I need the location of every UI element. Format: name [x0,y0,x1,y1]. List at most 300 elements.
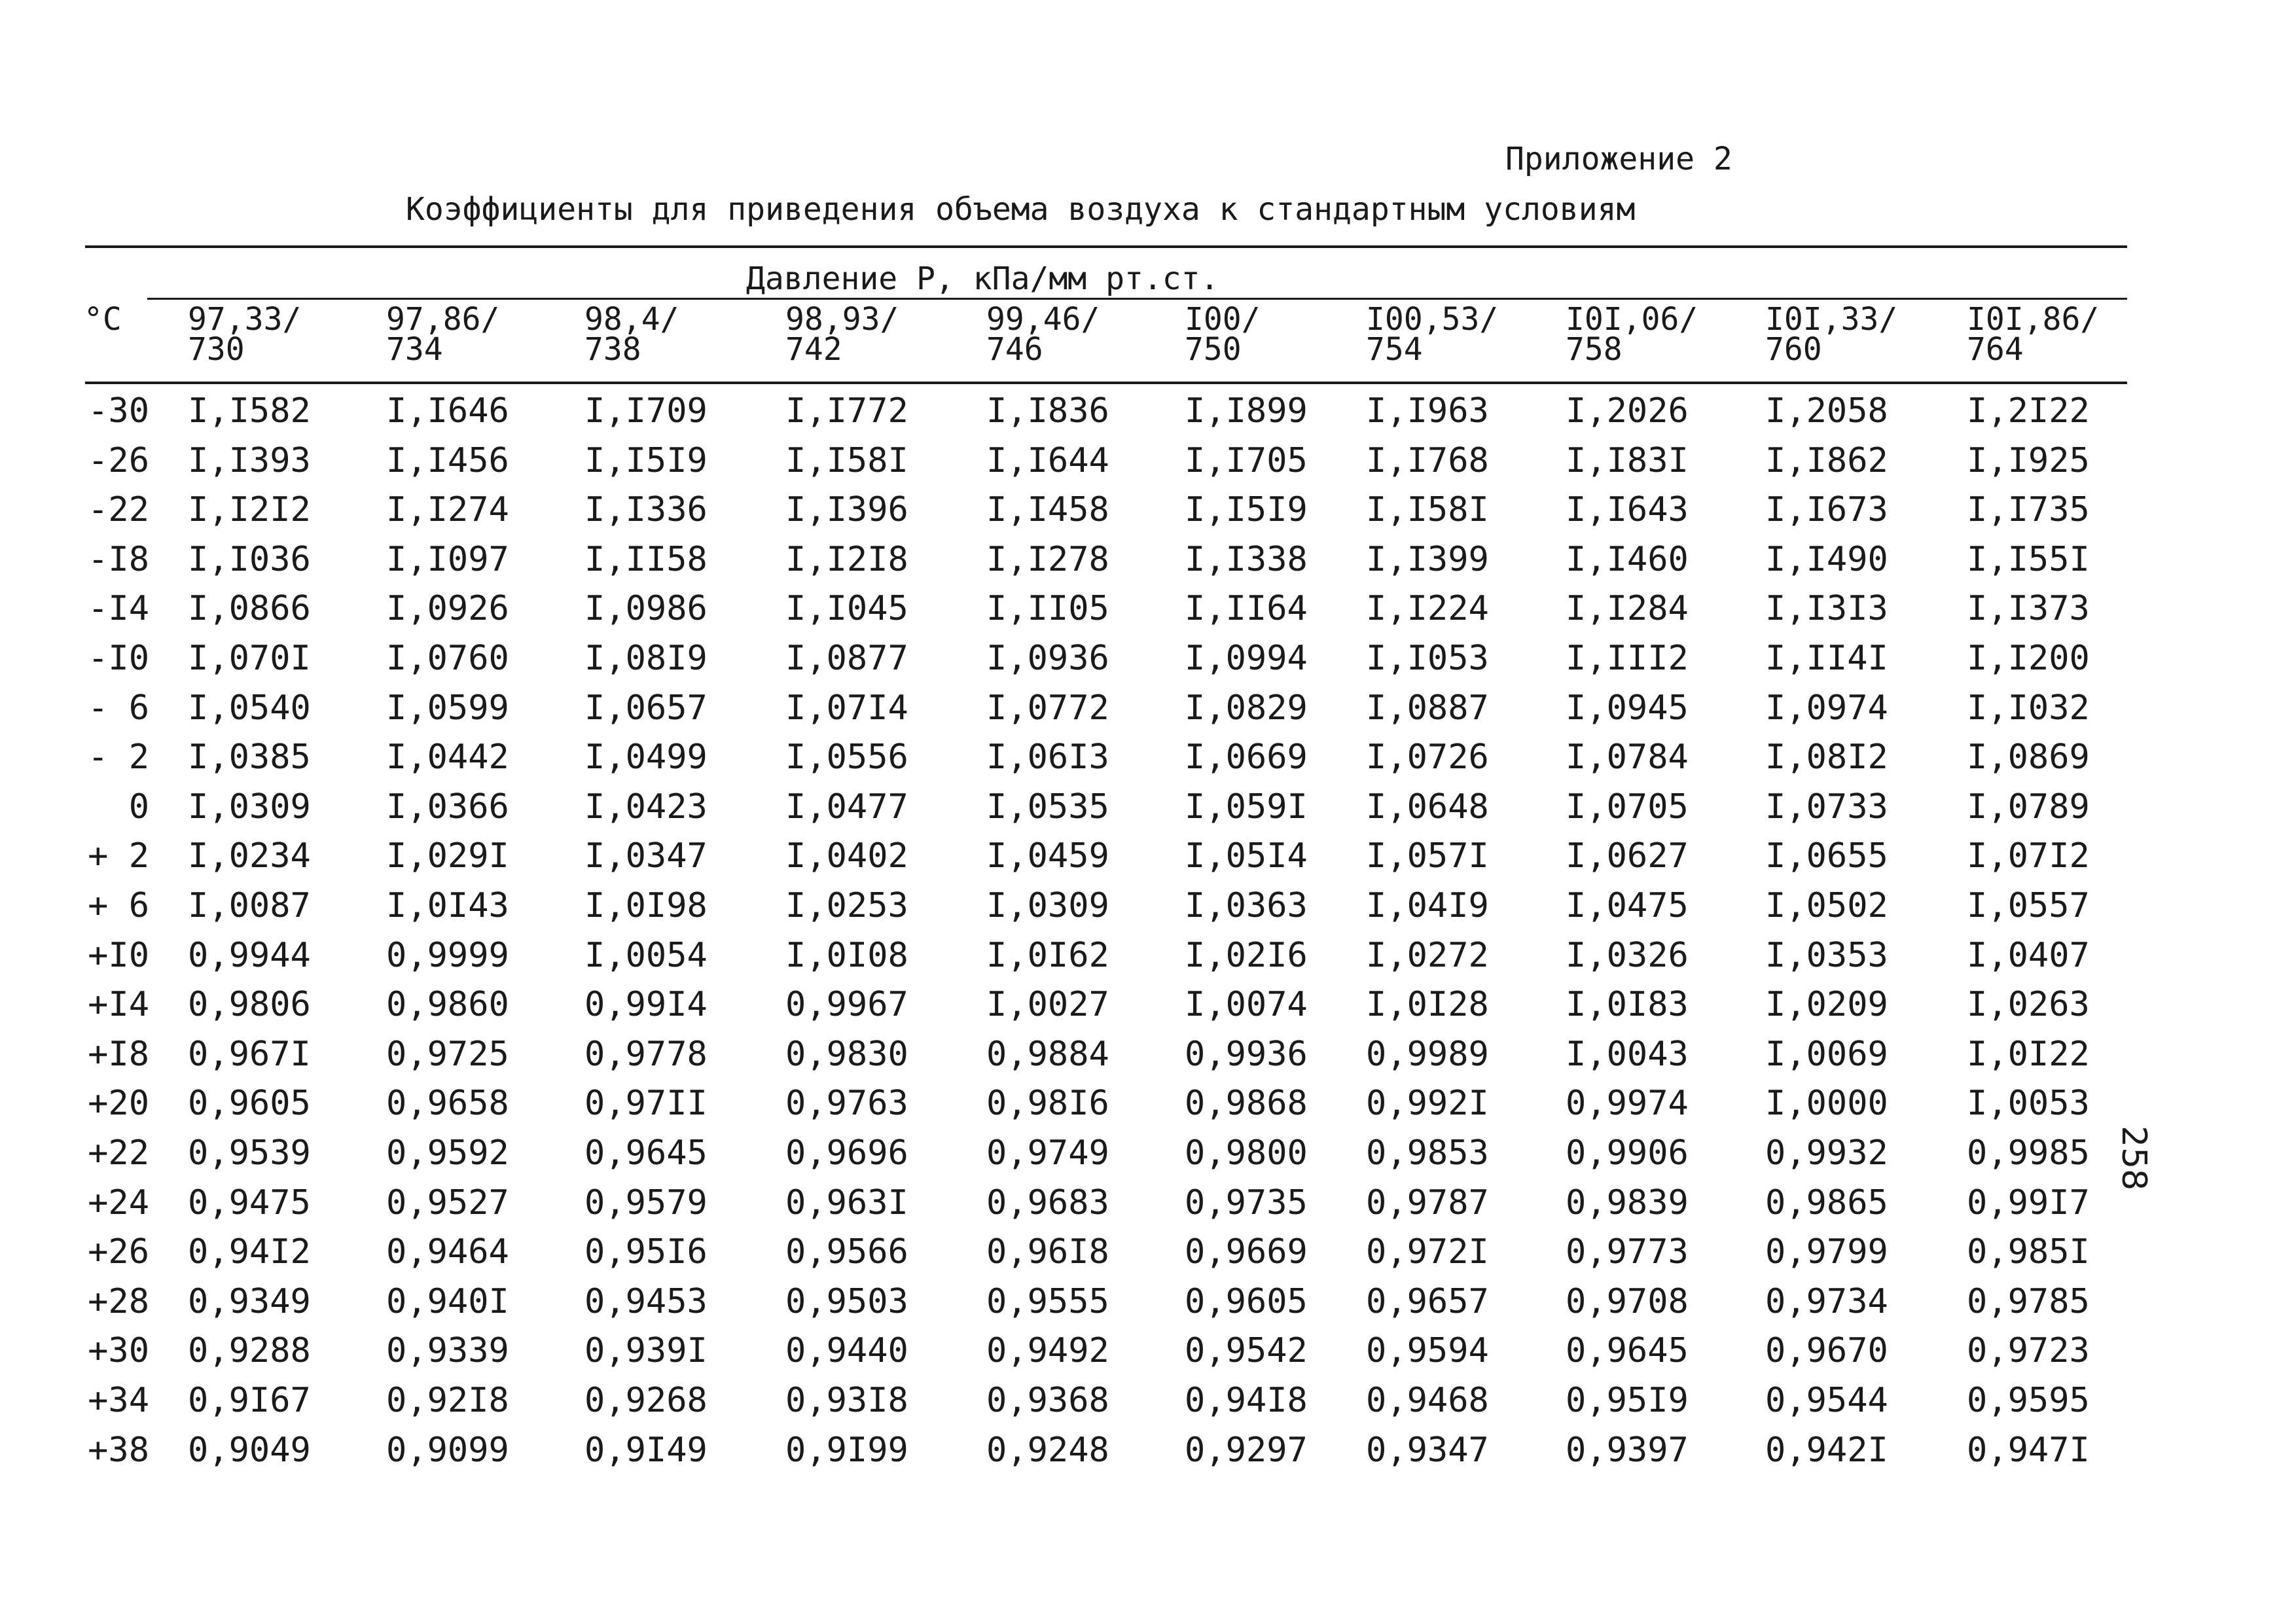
temperature-cell: -22 [88,490,149,530]
table-row [0,485,2160,535]
coefficient-cell: I,0054 [584,935,708,975]
coefficient-cell: 0,9542 [1185,1331,1308,1371]
coefficient-cell: I,I278 [986,539,1109,579]
coefficient-cell: I,I2I2 [188,490,311,530]
table-row [0,831,2160,881]
table-row [0,782,2160,832]
coefficient-cell: I,0866 [188,589,311,629]
coefficient-cell: I,059I [1185,787,1308,827]
coefficient-cell: 0,9657 [1366,1281,1489,1321]
coefficient-cell: I,0502 [1765,886,1888,925]
table-row [0,683,2160,733]
table-row [0,881,2160,931]
column-header-mm: 764 [1967,331,2024,368]
header-bottom-rule [85,382,2127,384]
temperature-cell: +26 [88,1232,149,1272]
coefficient-cell: 0,9785 [1967,1281,2090,1321]
coefficient-cell: 0,9778 [584,1034,708,1074]
coefficient-cell: 0,9297 [1185,1430,1308,1470]
coefficient-cell: I,0784 [1566,738,1689,777]
coefficient-cell: I,I373 [1967,589,2090,629]
coefficient-cell: 0,9763 [785,1084,908,1124]
coefficient-cell: 0,992I [1366,1084,1489,1124]
coefficient-cell: I,04I9 [1366,886,1489,925]
coefficient-cell: 0,9544 [1765,1381,1888,1420]
table-row [0,386,2160,436]
coefficient-cell: I,0423 [584,787,708,827]
coefficient-cell: 0,9349 [188,1281,311,1321]
coefficient-cell: I,0I62 [986,935,1109,975]
coefficient-cell: 0,9464 [386,1232,509,1272]
temperature-cell: 0 [128,787,149,827]
coefficient-cell: 0,9475 [188,1183,311,1222]
coefficient-cell: I,0402 [785,836,908,876]
coefficient-cell: 0,9I99 [785,1430,908,1470]
coefficient-cell: I,2I22 [1967,391,2090,431]
coefficient-cell: I,I925 [1967,440,2090,480]
coefficient-cell: I,I963 [1366,391,1489,431]
coefficient-cell: 0,9645 [584,1133,708,1173]
coefficient-cell: I,0027 [986,985,1109,1025]
coefficient-cell: I,0I28 [1366,985,1489,1025]
coefficient-cell: 0,9594 [1366,1331,1489,1371]
column-header-kpa: 98,93/ [785,301,899,338]
coefficient-cell: I,I053 [1366,639,1489,678]
table-row [0,1277,2160,1327]
coefficient-cell: I,0I22 [1967,1034,2090,1074]
coefficient-cell: I,I705 [1185,440,1308,480]
coefficient-cell: 0,9932 [1765,1133,1888,1173]
coefficient-cell: I,I735 [1967,490,2090,530]
column-header-kpa: I0I,33/ [1765,301,1898,338]
coefficient-cell: 0,963I [785,1183,908,1222]
temperature-cell: -I0 [88,639,149,678]
coefficient-cell: 0,9830 [785,1034,908,1074]
coefficient-cell: I,0442 [386,738,509,777]
coefficient-cell: 0,99I4 [584,985,708,1025]
coefficient-cell: I,0074 [1185,985,1308,1025]
coefficient-cell: 0,972I [1366,1232,1489,1272]
coefficient-cell: I,2026 [1566,391,1689,431]
coefficient-cell: I,0557 [1967,886,2090,925]
coefficient-cell: I,I2I8 [785,539,908,579]
coefficient-cell: I,I644 [986,440,1109,480]
coefficient-cell: I,0363 [1185,886,1308,925]
coefficient-cell: I,I646 [386,391,509,431]
coefficient-cell: I,0877 [785,639,908,678]
temperature-cell: +I4 [88,985,149,1025]
temperature-cell: - 6 [88,688,149,728]
column-header [986,301,1100,368]
coefficient-cell: I,I458 [986,490,1109,530]
coefficient-cell: 0,9555 [986,1281,1109,1321]
coefficient-cell: 0,9670 [1765,1331,1888,1371]
coefficient-cell: I,0209 [1765,985,1888,1025]
coefficient-cell: I,I772 [785,391,908,431]
coefficient-cell: I,0994 [1185,639,1308,678]
coefficient-cell: 0,947I [1967,1430,2090,1470]
coefficient-cell: 0,9860 [386,985,509,1025]
coefficient-cell: 0,9799 [1765,1232,1888,1272]
coefficient-cell: I,0253 [785,886,908,925]
coefficient-cell: I,0789 [1967,787,2090,827]
appendix-label: Приложение 2 [1505,141,1732,177]
coefficient-cell: I,0043 [1566,1034,1689,1074]
coefficient-cell: I,0069 [1765,1034,1888,1074]
column-header-mm: 742 [785,331,842,368]
coefficient-cell: I,I456 [386,440,509,480]
coefficient-cell: 0,97II [584,1084,708,1124]
coefficient-cell: 0,9605 [188,1084,311,1124]
coefficient-cell: 0,9800 [1185,1133,1308,1173]
coefficient-cell: 0,9967 [785,985,908,1025]
column-header-kpa: 97,33/ [188,301,302,338]
table-row [0,931,2160,980]
column-header [1765,301,1898,368]
coefficient-cell: 0,9248 [986,1430,1109,1470]
coefficient-cell: I,0556 [785,738,908,777]
coefficient-cell: I,I5I9 [1185,490,1308,530]
coefficient-cell: I,06I3 [986,738,1109,777]
coefficient-cell: I,0263 [1967,985,2090,1025]
coefficient-cell: 0,9595 [1967,1381,2090,1420]
coefficient-cell: I,I582 [188,391,311,431]
coefficient-cell: 0,9944 [188,935,311,975]
coefficient-cell: 0,95I6 [584,1232,708,1272]
column-header [188,301,302,368]
column-header-kpa: 97,86/ [386,301,500,338]
coefficient-cell: 0,9453 [584,1281,708,1321]
coefficient-cell: 0,95I9 [1566,1381,1689,1420]
column-header [386,301,500,368]
coefficient-cell: I,I224 [1366,589,1489,629]
coefficient-cell: I,I643 [1566,490,1689,530]
coefficient-cell: 0,9566 [785,1232,908,1272]
coefficient-cell: I,0733 [1765,787,1888,827]
coefficient-cell: 0,9696 [785,1133,908,1173]
coefficient-cell: I,0272 [1366,935,1489,975]
coefficient-cell: I,0669 [1185,738,1308,777]
column-header-mm: 730 [188,331,245,368]
coefficient-cell: I,III2 [1566,639,1689,678]
coefficient-cell: I,0309 [986,886,1109,925]
temperature-cell: - 2 [88,738,149,777]
coefficient-cell: 0,9579 [584,1183,708,1222]
coefficient-cell: I,0599 [386,688,509,728]
column-header-mm: 746 [986,331,1043,368]
coefficient-cell: I,02I6 [1185,935,1308,975]
coefficient-cell: I,I032 [1967,688,2090,728]
coefficient-cell: 0,9725 [386,1034,509,1074]
coefficient-cell: 0,9906 [1566,1133,1689,1173]
table-title: Коэффициенты для приведения объема воздуха к стандартным условиям [406,191,1636,228]
coefficient-cell: I,0648 [1366,787,1489,827]
coefficient-cell: I,I58I [785,440,908,480]
coefficient-cell: 0,9936 [1185,1034,1308,1074]
pressure-header-rule [147,298,2127,300]
coefficient-cell: 0,940I [386,1281,509,1321]
coefficient-cell: I,0829 [1185,688,1308,728]
coefficient-cell: 0,9592 [386,1133,509,1173]
coefficient-cell: 0,99I7 [1967,1183,2090,1222]
coefficient-cell: 0,9723 [1967,1331,2090,1371]
coefficient-cell: I,I097 [386,539,509,579]
table-row [0,732,2160,782]
coefficient-cell: I,0760 [386,639,509,678]
coefficient-cell: I,II64 [1185,589,1308,629]
coefficient-cell: 0,9288 [188,1331,311,1371]
pressure-header: Давление P, кПа/мм рт.ст. [746,260,1219,297]
coefficient-cell: 0,9605 [1185,1281,1308,1321]
coefficient-cell: I,I709 [584,391,708,431]
coefficient-cell: 0,9539 [188,1133,311,1173]
coefficient-cell: I,08I2 [1765,738,1888,777]
coefficient-cell: I,0475 [1566,886,1689,925]
table-row [0,980,2160,1029]
column-header-kpa: I0I,06/ [1566,301,1698,338]
coefficient-cell: I,0936 [986,639,1109,678]
coefficient-cell: 0,94I2 [188,1232,311,1272]
coefficient-cell: I,0926 [386,589,509,629]
temperature-cell: +24 [88,1183,149,1222]
coefficient-cell: I,I5I9 [584,440,708,480]
temperature-unit-header: °C [84,301,122,338]
coefficient-cell: I,07I2 [1967,836,2090,876]
table-row [0,1079,2160,1128]
coefficient-cell: I,0326 [1566,935,1689,975]
coefficient-cell: 0,9503 [785,1281,908,1321]
coefficient-cell: I,I396 [785,490,908,530]
coefficient-cell: I,07I4 [785,688,908,728]
coefficient-cell: I,2058 [1765,391,1888,431]
coefficient-cell: I,0540 [188,688,311,728]
coefficient-cell: 0,9989 [1366,1034,1489,1074]
coefficient-cell: 0,9773 [1566,1232,1689,1272]
coefficient-cell: I,05I4 [1185,836,1308,876]
coefficient-cell: I,0309 [188,787,311,827]
column-header [1566,301,1698,368]
column-header-kpa: I00/ [1185,301,1261,338]
temperature-cell: +I8 [88,1034,149,1074]
coefficient-cell: 0,9049 [188,1430,311,1470]
coefficient-cell: 0,9708 [1566,1281,1689,1321]
coefficient-cell: 0,9853 [1366,1133,1489,1173]
coefficient-cell: I,0869 [1967,738,2090,777]
coefficient-cell: I,I836 [986,391,1109,431]
coefficient-cell: 0,9658 [386,1084,509,1124]
coefficient-cell: I,I673 [1765,490,1888,530]
coefficient-cell: I,I58I [1366,490,1489,530]
coefficient-cell: 0,92I8 [386,1381,509,1420]
coefficient-cell: I,0627 [1566,836,1689,876]
coefficient-cell: 0,9368 [986,1381,1109,1420]
temperature-cell: +38 [88,1430,149,1470]
coefficient-cell: I,0I98 [584,886,708,925]
table-row [0,584,2160,633]
temperature-cell: +30 [88,1331,149,1371]
coefficient-cell: I,I460 [1566,539,1689,579]
coefficient-cell: I,0000 [1765,1084,1888,1124]
coefficient-cell: I,I274 [386,490,509,530]
coefficient-cell: I,I045 [785,589,908,629]
coefficient-cell: I,0772 [986,688,1109,728]
column-header [1366,301,1499,368]
coefficient-cell: 0,9339 [386,1331,509,1371]
coefficient-cell: 0,93I8 [785,1381,908,1420]
temperature-cell: +28 [88,1281,149,1321]
coefficient-cell: I,0385 [188,738,311,777]
column-header [1967,301,2100,368]
column-header-kpa: 98,4/ [584,301,679,338]
coefficient-cell: I,070I [188,639,311,678]
column-header-mm: 750 [1185,331,1242,368]
coefficient-cell: I,0499 [584,738,708,777]
column-header-mm: 738 [584,331,641,368]
column-header-kpa: 99,46/ [986,301,1100,338]
coefficient-cell: 0,9347 [1366,1430,1489,1470]
column-header [1185,301,1261,368]
table-row [0,1178,2160,1228]
coefficient-cell: 0,939I [584,1331,708,1371]
coefficient-cell: I,0705 [1566,787,1689,827]
coefficient-cell: 0,9868 [1185,1084,1308,1124]
column-header-mm: 760 [1765,331,1822,368]
coefficient-cell: I,0087 [188,886,311,925]
coefficient-cell: I,029I [386,836,509,876]
coefficient-cell: I,II4I [1765,639,1888,678]
coefficient-cell: I,0I08 [785,935,908,975]
table-row [0,1029,2160,1079]
coefficient-cell: I,II05 [986,589,1109,629]
coefficient-cell: I,0535 [986,787,1109,827]
coefficient-cell: 0,98I6 [986,1084,1109,1124]
coefficient-cell: I,0945 [1566,688,1689,728]
coefficient-cell: I,I862 [1765,440,1888,480]
coefficient-cell: I,0986 [584,589,708,629]
coefficient-cell: 0,9839 [1566,1183,1689,1222]
table-row [0,633,2160,683]
coefficient-cell: I,I55I [1967,539,2090,579]
column-header-kpa: I0I,86/ [1967,301,2100,338]
coefficient-cell: I,I200 [1967,639,2090,678]
coefficient-cell: I,0234 [188,836,311,876]
coefficient-cell: 0,9268 [584,1381,708,1420]
column-header [785,301,899,368]
coefficient-cell: I,0726 [1366,738,1489,777]
coefficient-cell: 0,9734 [1765,1281,1888,1321]
temperature-cell: -I4 [88,589,149,629]
coefficient-cell: I,0347 [584,836,708,876]
coefficient-cell: I,I393 [188,440,311,480]
coefficient-cell: 0,94I8 [1185,1381,1308,1420]
coefficient-cell: I,I336 [584,490,708,530]
table-row [0,1128,2160,1178]
coefficient-cell: 0,9I67 [188,1381,311,1420]
temperature-cell: -I8 [88,539,149,579]
temperature-cell: + 2 [88,836,149,876]
temperature-cell: +34 [88,1381,149,1420]
coefficient-cell: I,I338 [1185,539,1308,579]
table-row [0,1425,2160,1475]
coefficient-cell: I,08I9 [584,639,708,678]
temperature-cell: +I0 [88,935,149,975]
coefficient-cell: 0,9527 [386,1183,509,1222]
coefficient-cell: 0,942I [1765,1430,1888,1470]
coefficient-cell: I,0477 [785,787,908,827]
column-header-mm: 758 [1566,331,1623,368]
table-row [0,1376,2160,1425]
coefficient-cell: 0,9735 [1185,1183,1308,1222]
table-row [0,436,2160,486]
temperature-cell: +22 [88,1133,149,1173]
coefficient-cell: I,I3I3 [1765,589,1888,629]
coefficient-cell: I,II58 [584,539,708,579]
coefficient-cell: 0,9749 [986,1133,1109,1173]
coefficient-cell: 0,9999 [386,935,509,975]
coefficient-cell: I,I399 [1366,539,1489,579]
table-top-rule [85,245,2127,248]
coefficient-cell: 0,9440 [785,1331,908,1371]
coefficient-cell: I,0407 [1967,935,2090,975]
coefficient-cell: 0,9787 [1366,1183,1489,1222]
temperature-cell: +20 [88,1084,149,1124]
coefficient-cell: 0,9865 [1765,1183,1888,1222]
coefficient-cell: I,0353 [1765,935,1888,975]
coefficient-cell: 0,985I [1967,1232,2090,1272]
coefficient-cell: 0,96I8 [986,1232,1109,1272]
coefficient-cell: 0,9985 [1967,1133,2090,1173]
coefficient-cell: I,0053 [1967,1084,2090,1124]
coefficient-cell: I,0655 [1765,836,1888,876]
coefficient-cell: 0,9397 [1566,1430,1689,1470]
coefficient-cell: I,I036 [188,539,311,579]
temperature-cell: -30 [88,391,149,431]
coefficient-cell: I,I490 [1765,539,1888,579]
coefficient-cell: I,0974 [1765,688,1888,728]
coefficient-cell: I,0657 [584,688,708,728]
coefficient-cell: 0,9492 [986,1331,1109,1371]
page-number: 258 [2114,1126,2153,1191]
column-header [584,301,679,368]
coefficient-cell: 0,9I49 [584,1430,708,1470]
table-row [0,1227,2160,1277]
coefficient-cell: I,057I [1366,836,1489,876]
coefficient-cell: I,I83I [1566,440,1689,480]
table-row [0,535,2160,584]
coefficient-cell: I,0887 [1366,688,1489,728]
coefficient-cell: I,0I43 [386,886,509,925]
temperature-cell: + 6 [88,886,149,925]
column-header-kpa: I00,53/ [1366,301,1499,338]
coefficient-cell: 0,9669 [1185,1232,1308,1272]
coefficient-cell: I,I284 [1566,589,1689,629]
coefficient-cell: I,I899 [1185,391,1308,431]
coefficient-cell: 0,9468 [1366,1381,1489,1420]
temperature-cell: -26 [88,440,149,480]
column-header-mm: 754 [1366,331,1423,368]
coefficient-cell: 0,9806 [188,985,311,1025]
coefficient-cell: I,0I83 [1566,985,1689,1025]
coefficient-cell: 0,967I [188,1034,311,1074]
coefficient-cell: 0,9974 [1566,1084,1689,1124]
coefficient-cell: 0,9645 [1566,1331,1689,1371]
coefficient-cell: I,I768 [1366,440,1489,480]
coefficient-cell: I,0366 [386,787,509,827]
coefficient-cell: I,0459 [986,836,1109,876]
coefficient-cell: 0,9884 [986,1034,1109,1074]
table-row [0,1326,2160,1376]
coefficient-cell: 0,9099 [386,1430,509,1470]
